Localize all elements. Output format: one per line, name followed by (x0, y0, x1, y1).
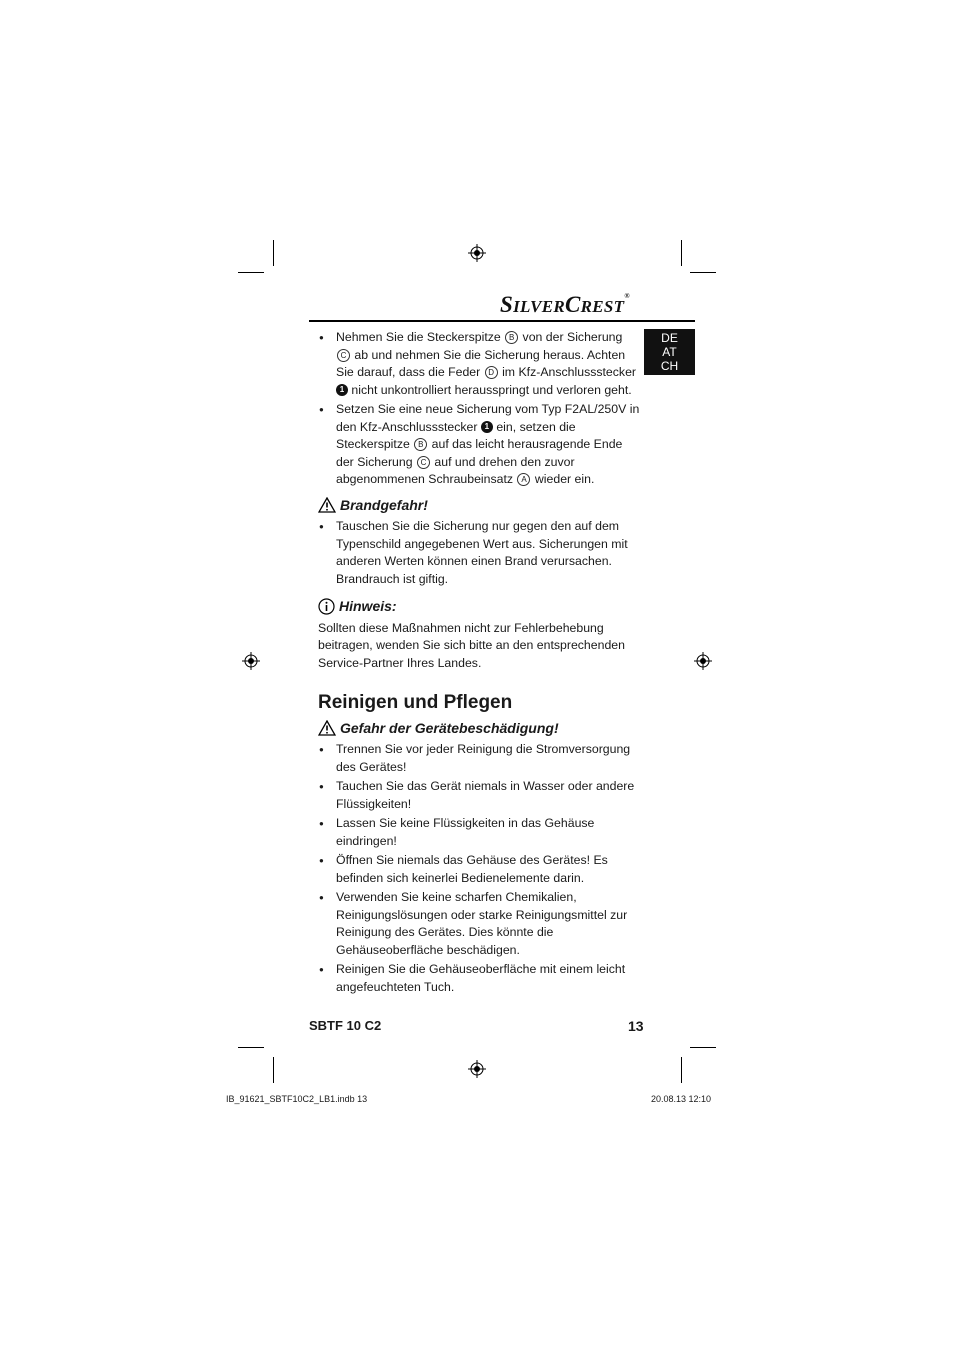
crop-mark (273, 240, 274, 266)
print-slug-file: IB_91621_SBTF10C2_LB1.indb 13 (226, 1094, 368, 1104)
crop-mark (238, 1047, 264, 1048)
lang-ch: CH (660, 359, 679, 373)
info-icon (318, 598, 335, 615)
section-title: Reinigen und Pflegen (318, 692, 513, 713)
brand-initial-s: S (500, 292, 514, 317)
note-title: Hinweis: (339, 598, 397, 614)
registration-mark-icon (694, 652, 712, 670)
brand-logo (500, 292, 630, 318)
list-item: ● Tauchen Sie das Gerät niemals in Wasser oder andere Flüssigkeiten! (318, 778, 640, 813)
registration-mark-icon (242, 652, 260, 670)
list-item: ● Trennen Sie vor jeder Reinigung die Stromversorgung des Gerätes! (318, 741, 640, 776)
crop-mark (690, 272, 716, 273)
callout-b: B (505, 331, 518, 344)
callout-a: A (517, 473, 530, 486)
fire-bullet-list (318, 518, 640, 588)
callout-c: C (337, 349, 350, 362)
list-item: ● Reinigen Sie die Gehäuseoberfläche mit einem leicht angefeuchteten Tuch. (318, 961, 640, 996)
crop-mark (273, 1057, 274, 1083)
main-content (318, 329, 640, 998)
intro-bullet-list (318, 329, 640, 489)
lang-de: DE (661, 331, 678, 345)
crop-mark (690, 1047, 716, 1048)
crop-mark (681, 240, 682, 266)
damage-warning-heading (318, 720, 640, 738)
header-rule (309, 320, 695, 322)
list-item: ● Verwenden Sie keine scharfen Chemikalien, Reinigungslösungen oder starke Reinigungsmittel zur Reinigung des Gerätes. Dies könnte die Gehäuseoberfläche beschädigen. (318, 889, 640, 959)
fire-warning-heading (318, 497, 640, 515)
registered-mark: ® (624, 292, 630, 300)
language-tab (644, 329, 695, 375)
damage-warning-title: Gefahr der Gerätebeschädigung! (340, 719, 559, 736)
brand-rest-1: ILVER (513, 297, 565, 316)
warning-triangle-icon (318, 497, 336, 513)
registration-mark-icon (468, 1060, 486, 1078)
note-text: Sollten diese Maßnahmen nicht zur Fehlerbehebung beitragen, wenden Sie sich bitte an den entsprechenden Service-Partner Ihres Landes. (318, 620, 625, 670)
list-item: ● Lassen Sie keine Flüssigkeiten in das Gehäuse eindringen! (318, 815, 640, 850)
callout-d: D (485, 366, 498, 379)
print-slug-datetime: 20.08.13 12:10 (651, 1094, 712, 1104)
damage-bullet-list (318, 741, 640, 996)
brand-rest-2: REST (580, 297, 625, 316)
warning-triangle-icon (318, 720, 336, 736)
brand-initial-c: C (564, 292, 581, 317)
registration-mark-icon (468, 244, 486, 262)
page-number: 13 (628, 1018, 644, 1034)
lang-at: AT (662, 345, 677, 359)
list-item: ● Setzen Sie eine neue Sicherung vom Typ F2AL/250V in den Kfz-Anschlussstecker 1 ein, setzen die Steckerspitze B auf das leicht herausragende Ende der Sicherung C auf und drehen den zuvor abgenommenen Schraubeinsatz A wieder ein. (318, 401, 640, 489)
fire-warning-title: Brandgefahr! (340, 496, 428, 513)
list-item: ● Öffnen Sie niemals das Gehäuse des Gerätes! Es befinden sich keinerlei Bedienelemente darin. (318, 852, 640, 887)
callout-b: B (414, 438, 427, 451)
list-item: ● Nehmen Sie die Steckerspitze B von der Sicherung C ab und nehmen Sie die Sicherung heraus. Achten Sie darauf, dass die Feder D im Kfz-Anschlussstecker 1 nicht unkontrolliert herausspringt und verloren geht. (318, 329, 640, 399)
callout-1: 1 (481, 421, 493, 433)
callout-1: 1 (336, 384, 348, 396)
callout-c: C (417, 456, 430, 469)
crop-mark (681, 1057, 682, 1083)
list-item: ● Tauschen Sie die Sicherung nur gegen den auf dem Typenschild angegebenen Wert aus. Sicherungen mit anderen Werten können einen Brand verursachen. Brandrauch ist giftig. (318, 518, 640, 588)
crop-mark (238, 272, 264, 273)
note-heading (318, 598, 640, 616)
footer-model: SBTF 10 C2 (309, 1018, 382, 1033)
